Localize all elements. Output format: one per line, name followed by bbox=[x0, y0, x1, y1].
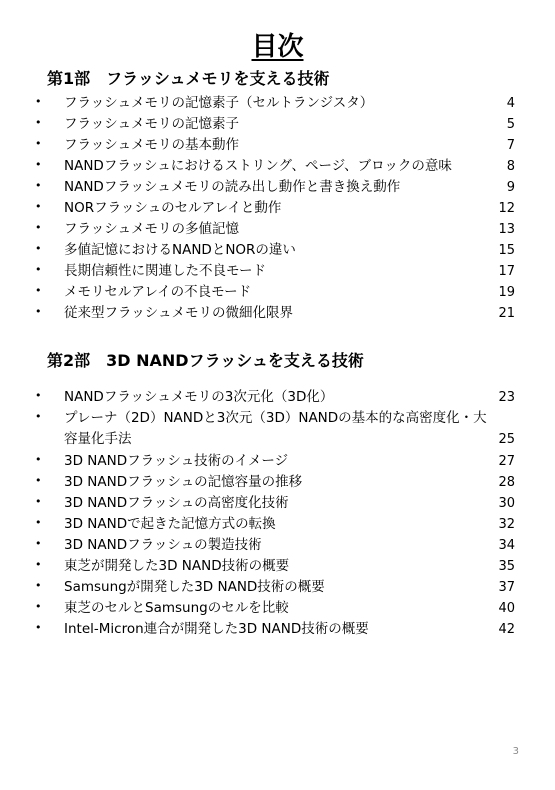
toc-item-page: 28 bbox=[498, 475, 515, 490]
toc-item-title: 3D NANDフラッシュの高密度化技術 bbox=[64, 495, 289, 511]
toc-item[interactable] bbox=[0, 492, 555, 513]
section-heading-part2: 第2部 3D NANDフラッシュを支える技術 bbox=[47, 351, 364, 370]
toc-item-page: 7 bbox=[506, 138, 515, 153]
toc-item-title: フラッシュメモリの記憶素子 bbox=[64, 116, 239, 132]
toc-item[interactable] bbox=[0, 597, 555, 618]
bullet-icon: • bbox=[35, 158, 42, 171]
toc-item-title: 長期信頼性に関連した不良モード bbox=[64, 263, 266, 279]
toc-list-part1 bbox=[0, 92, 555, 323]
toc-item-title: NORフラッシュのセルアレイと動作 bbox=[64, 200, 282, 216]
toc-item-page: 15 bbox=[498, 243, 515, 258]
bullet-icon: • bbox=[35, 221, 42, 234]
bullet-icon: • bbox=[35, 495, 42, 508]
toc-item[interactable] bbox=[0, 513, 555, 534]
toc-item-title: フラッシュメモリの多値記憶 bbox=[64, 221, 239, 237]
toc-item-page: 5 bbox=[506, 117, 515, 132]
toc-item[interactable] bbox=[0, 92, 555, 113]
bullet-icon: • bbox=[35, 410, 42, 423]
toc-item-page: 19 bbox=[498, 285, 515, 300]
toc-item-title: Samsungが開発した3D NAND技術の概要 bbox=[64, 579, 325, 595]
toc-item-title: 東芝のセルとSamsungのセルを比較 bbox=[64, 600, 289, 616]
toc-item-title: 東芝が開発した3D NAND技術の概要 bbox=[64, 558, 290, 574]
bullet-icon: • bbox=[35, 305, 42, 318]
toc-item[interactable] bbox=[0, 302, 555, 323]
toc-item-page: 37 bbox=[498, 580, 515, 595]
toc-item[interactable] bbox=[0, 155, 555, 176]
toc-item-page: 17 bbox=[498, 264, 515, 279]
bullet-icon: • bbox=[35, 242, 42, 255]
page-title: 目次 bbox=[251, 32, 304, 62]
toc-item[interactable] bbox=[0, 134, 555, 155]
toc-item[interactable] bbox=[0, 471, 555, 492]
bullet-icon: • bbox=[35, 389, 42, 402]
toc-item-title: プレーナ（2D）NANDと3次元（3D）NANDの基本的な高密度化・大容量化手法 bbox=[64, 410, 487, 447]
toc-item-title: NANDフラッシュにおけるストリング、ページ、ブロックの意味 bbox=[64, 158, 452, 174]
toc-item-page: 13 bbox=[498, 222, 515, 237]
bullet-icon: • bbox=[35, 263, 42, 276]
bullet-icon: • bbox=[35, 200, 42, 213]
bullet-icon: • bbox=[35, 137, 42, 150]
toc-item[interactable] bbox=[0, 576, 555, 597]
bullet-icon: • bbox=[35, 537, 42, 550]
toc-item[interactable] bbox=[0, 281, 555, 302]
bullet-icon: • bbox=[35, 516, 42, 529]
toc-item-page: 4 bbox=[506, 96, 515, 111]
toc-item-title: フラッシュメモリの記憶素子（セルトランジスタ） bbox=[64, 95, 374, 111]
toc-item-page: 30 bbox=[498, 496, 515, 511]
bullet-icon: • bbox=[35, 116, 42, 129]
toc-item[interactable] bbox=[0, 239, 555, 260]
toc-item[interactable] bbox=[0, 113, 555, 134]
toc-item-page: 12 bbox=[498, 201, 515, 216]
toc-item-page: 34 bbox=[498, 538, 515, 553]
toc-list-part2 bbox=[0, 386, 555, 639]
toc-item[interactable] bbox=[0, 176, 555, 197]
toc-item-title: メモリセルアレイの不良モード bbox=[64, 284, 252, 300]
toc-item-page: 40 bbox=[498, 601, 515, 616]
slide-number: 3 bbox=[512, 746, 519, 757]
bullet-icon: • bbox=[35, 474, 42, 487]
toc-item-page: 8 bbox=[506, 159, 515, 174]
toc-item[interactable] bbox=[0, 534, 555, 555]
toc-item-page: 27 bbox=[498, 454, 515, 469]
bullet-icon: • bbox=[35, 558, 42, 571]
toc-item-page: 32 bbox=[498, 517, 515, 532]
toc-item-page: 25 bbox=[498, 432, 515, 447]
toc-item-title: 3D NANDフラッシュ技術のイメージ bbox=[64, 453, 289, 469]
toc-item-title: Intel-Micron連合が開発した3D NAND技術の概要 bbox=[64, 621, 369, 637]
toc-item-title: NANDフラッシュメモリの3次元化（3D化） bbox=[64, 389, 334, 405]
bullet-icon: • bbox=[35, 579, 42, 592]
toc-item-page: 23 bbox=[498, 390, 515, 405]
toc-item[interactable] bbox=[0, 218, 555, 239]
toc-item[interactable] bbox=[0, 450, 555, 471]
bullet-icon: • bbox=[35, 621, 42, 634]
toc-item-title: 3D NANDフラッシュの製造技術 bbox=[64, 537, 262, 553]
section-heading-part1: 第1部 フラッシュメモリを支える技術 bbox=[47, 69, 330, 88]
toc-item-title: 3D NANDフラッシュの記憶容量の推移 bbox=[64, 474, 303, 490]
toc-item-title: 従来型フラッシュメモリの微細化限界 bbox=[64, 305, 293, 321]
bullet-icon: • bbox=[35, 284, 42, 297]
toc-item-page: 9 bbox=[506, 180, 515, 195]
toc-item[interactable] bbox=[0, 618, 555, 639]
toc-item-page: 35 bbox=[498, 559, 515, 574]
toc-item-title: 3D NANDで起きた記憶方式の転換 bbox=[64, 516, 276, 532]
toc-item-page: 21 bbox=[498, 306, 515, 321]
bullet-icon: • bbox=[35, 95, 42, 108]
toc-item[interactable] bbox=[0, 197, 555, 218]
toc-item[interactable] bbox=[0, 407, 555, 450]
toc-item-title: 多値記憶におけるNANDとNORの違い bbox=[64, 242, 296, 258]
bullet-icon: • bbox=[35, 179, 42, 192]
bullet-icon: • bbox=[35, 453, 42, 466]
toc-item-title: NANDフラッシュメモリの読み出し動作と書き換え動作 bbox=[64, 179, 401, 195]
toc-item[interactable] bbox=[0, 555, 555, 576]
toc-item[interactable] bbox=[0, 386, 555, 407]
toc-item-title: フラッシュメモリの基本動作 bbox=[64, 137, 239, 153]
toc-item-page: 42 bbox=[498, 622, 515, 637]
bullet-icon: • bbox=[35, 600, 42, 613]
toc-item[interactable] bbox=[0, 260, 555, 281]
